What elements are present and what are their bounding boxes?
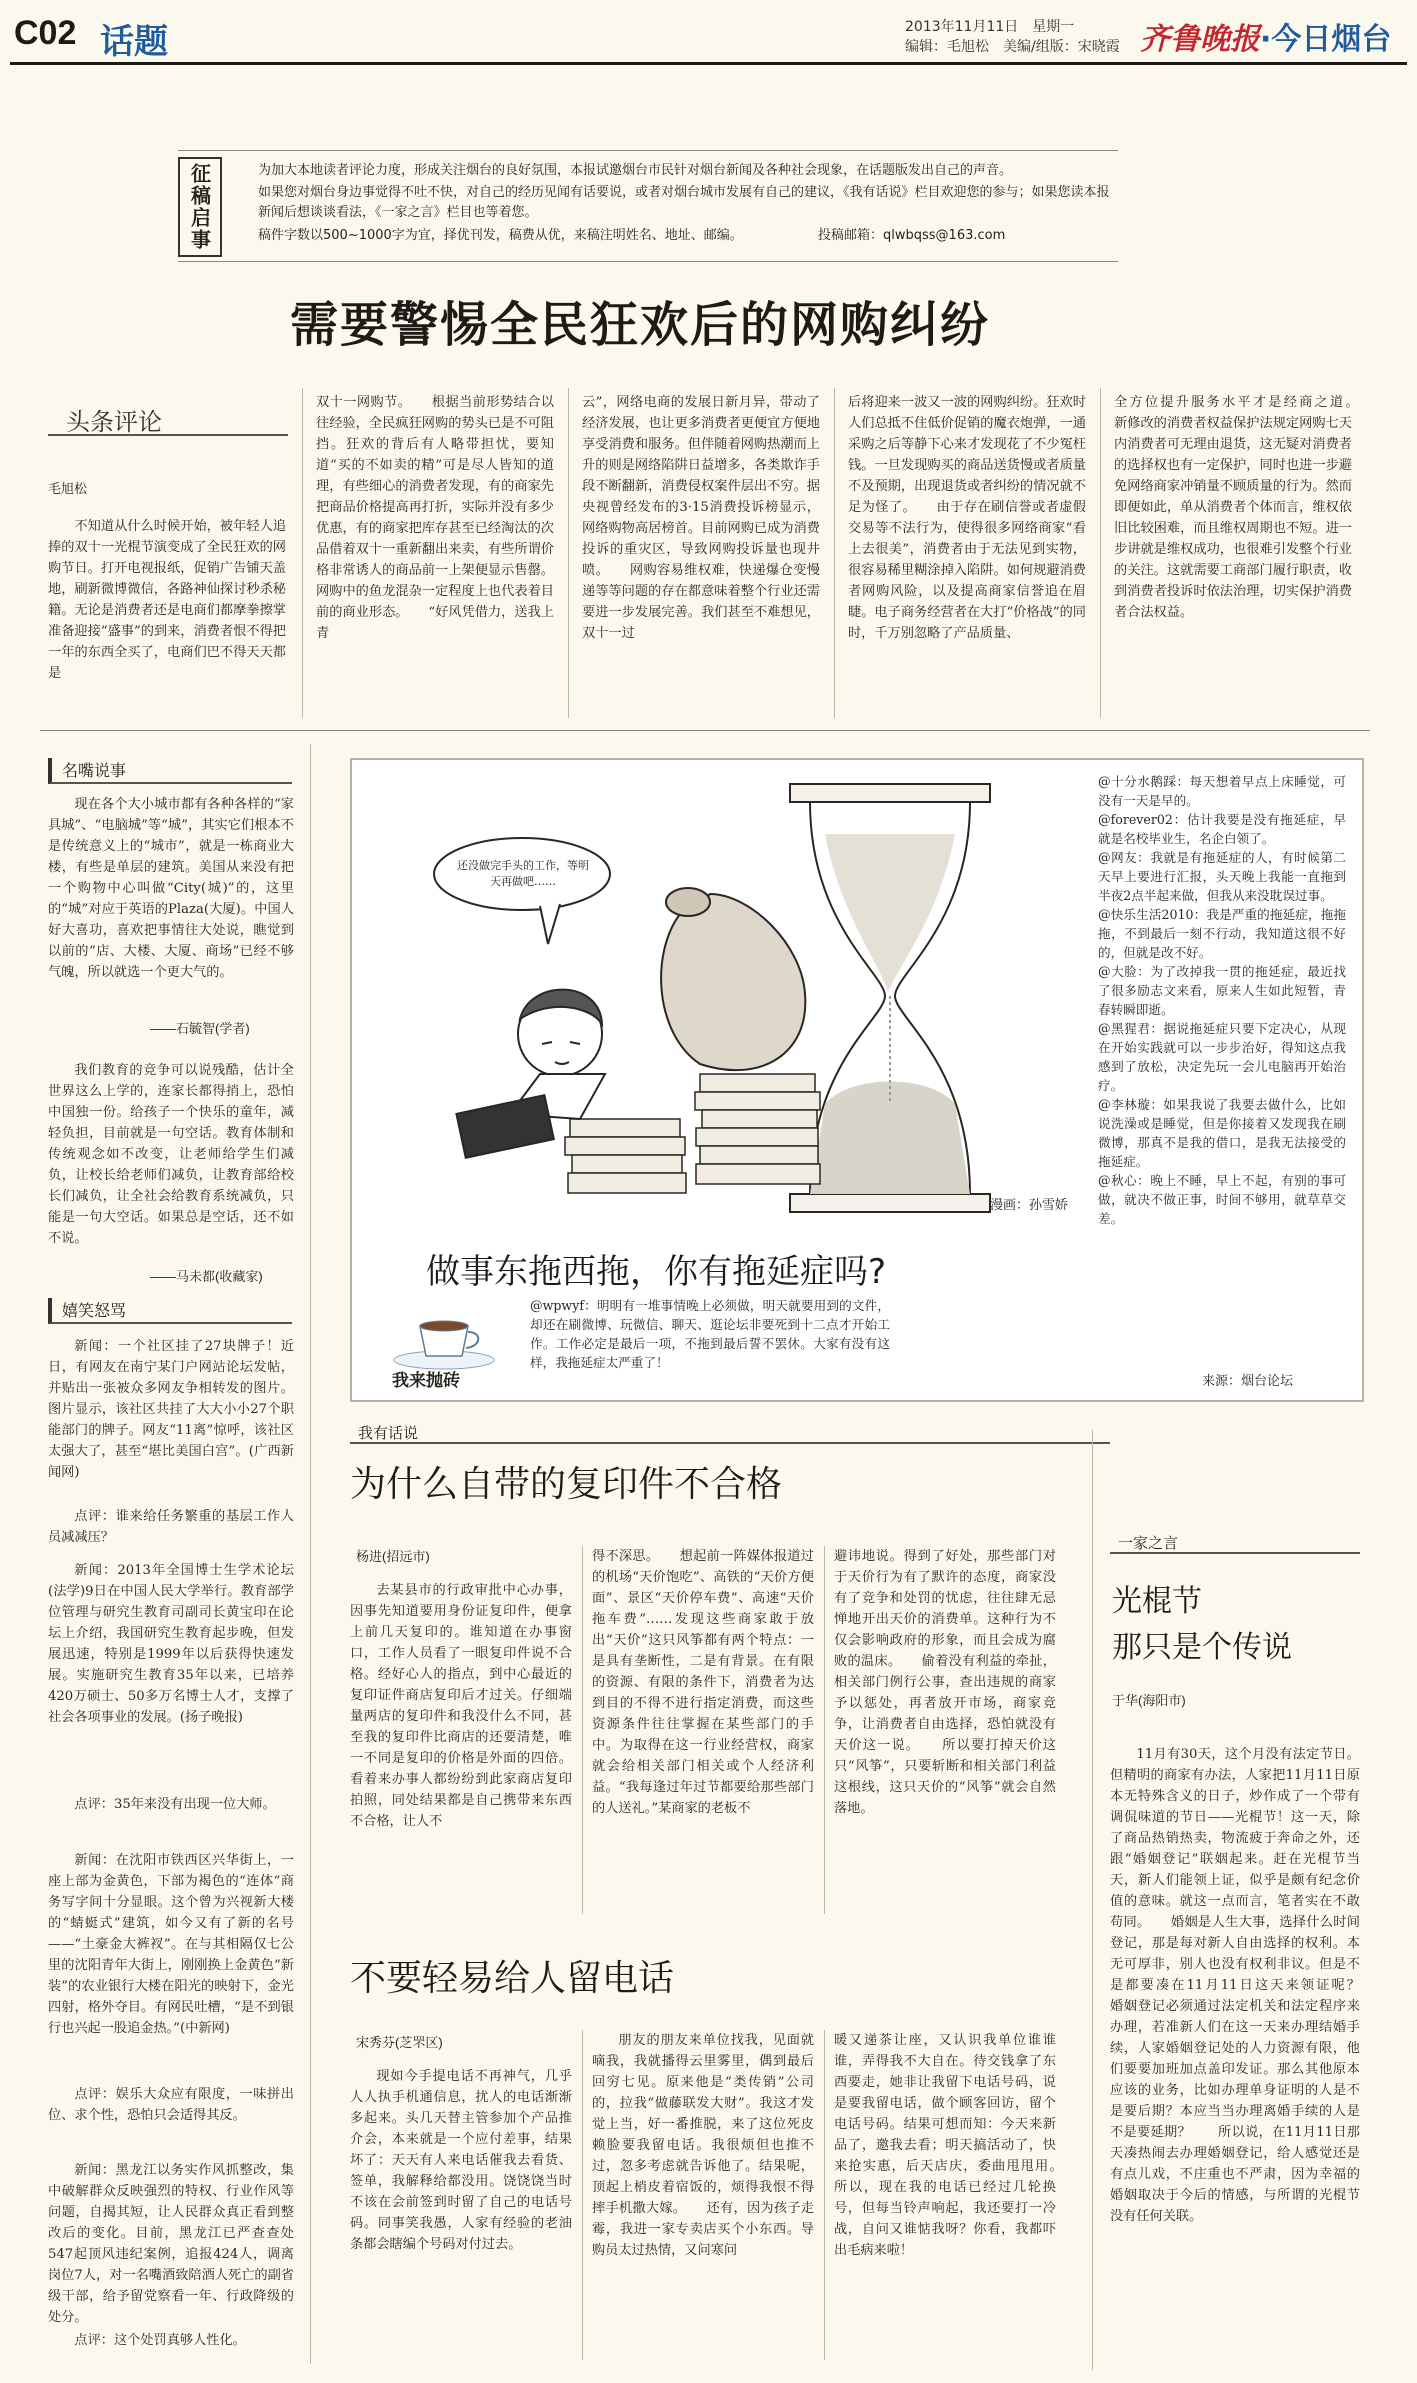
col-divider <box>310 744 311 2364</box>
col-divider <box>582 1546 583 1914</box>
article2-col3: 暖又递茶让座，又认识我单位谁谁谁，弄得我不大自在。待交钱拿了东西要走，她非让我留下电话号码，说是要我留电话，做个顾客回访，留个电话号码。结果可想而知：今天来新品了，邀我去看；明天搞活动了，快来抢实惠，后天店庆，委曲甩甩用。 所以，现在我的电话已经过几轮换号，但每当铃声响起，我还要打一冷战，自问又谁惦我呀？你看，我都吓出毛病来啦！ <box>834 2033 1083 2258</box>
jokes-news-2: 新闻：2013年全国博士生学术论坛(法学)9日在中国人民大学举行。教育部学位管理与研究生教育司副司长黄宝印在论坛上介绍，我国研究生教育起步晚，但发展迅速，特别是1999年以后获得快速发展。实施研究生教育35年以来，已培养420万硕士、50多万名博士人才，支撑了社会各项事业的发展。(扬子晚报) <box>48 1563 294 1725</box>
notice-email: 投稿邮箱：qlwbqss@163.com <box>818 228 1006 243</box>
brand-blue: ·今日烟台 <box>1260 22 1392 57</box>
lead-editorial-label-box <box>48 398 288 436</box>
jokes-comment-2: 点评：35年来没有出现一位大师。 <box>74 1797 276 1812</box>
speech-bubble-text: 还没做完手头的工作，等明天再做吧…… <box>457 859 589 888</box>
feature-comments: @十分水鹅踩：每天想着早点上床睡觉，可没有一天是早的。 @forever02：估计我要是没有拖延症，早就是名校毕业生，名企白领了。 @网友：我就是有拖延症的人，有时候第二天早上要进行汇报，头天晚上我能一直拖到半夜2点半起来做，但我从来没耽误过事。 @快乐生活2010：我是严重的拖延症，拖拖拖，不到最后一刻不行动，我知道这很不好的，但就是改不好。 @大脸：为了改掉我一贯的拖延症，最近找了很多励志文来看，原来人生如此短暂，青春转瞬即逝。 @黑猩君：据说拖延症只要下定决心，从现在开始实践就可以一步步治好，得知这点我感到了放松，决定先玩一会儿电脑再开始治疗。 @李林璇：如果我说了我要去做什么，比如说洗澡或是睡觉，但是你接着又发现我在刷微博，那真不是我的借口，是我无法接受的拖延症。 @秋心：晚上不睡，早上不起，有别的事可做，就决不做正事，时间不够用，就草草交差。 <box>1098 774 1346 1226</box>
famous-sayings-p2: 我们教育的竞争可以说残酷，估计全世界这么上学的，连家长都得捎上，恐怕中国独一份。给孩子一个快乐的童年，减轻负担，目前就是一句空话。教育体制和传统观念如不改变，让老师给学生们减负，让校长给老师们减负，让教育部给校长们减负，让全社会给教育系统减负，只能是一句大空话。如果总是空话，还不如不说。 <box>48 1063 294 1246</box>
col-divider <box>834 388 835 718</box>
feature-source: 来源：烟台论坛 <box>1202 1373 1294 1388</box>
feature-intro: @wpwyf：明明有一堆事情晚上必须做，明天就要用到的文件，却还在刷微博、玩微信、聊天、逛论坛非要死到十二点才开始工作。工作必定是最后一项，不拖到最后誓不罢休。大家有没有这样，我拖延症太严重了！ <box>530 1298 890 1370</box>
one-voice-title-b: 那只是个传说 <box>1112 1630 1292 1665</box>
date-line: 2013年11月11日 星期一 <box>905 19 1075 35</box>
article2-author: 宋秀芬(芝罘区) <box>356 2035 443 2050</box>
one-voice-label-box <box>1110 1532 1360 1554</box>
famous-sayings-p1-sig: ——石毓智(学者) <box>150 1021 250 1036</box>
article2-col2: 朋友的朋友来单位找我，见面就嘀我，我就播得云里雾里，偶到最后回穷七见。原来他是“类传销”公司的，拉我“做藤联发大财”。我这才发觉上当，好一番推脱，来了这位死皮赖脸要我留电话。我很烦但也推不过，忽多考虑就告诉他了。结果呢，顶起上梢皮着宿饭的，烦得我恨不得摔手机撒大嫁。 还有，因为孩子走霉，我进一家专卖店买个小东西。导购员太过热情，又问寒问 <box>592 2033 814 2258</box>
lead-editorial-label: 头条评论 <box>66 408 162 436</box>
article2-title: 不要轻易给人留电话 <box>350 1958 675 1999</box>
lead-editorial-col2: 双十一网购节。 根据当前形势结合以往经验，全民疯狂网购的势头已是不可阻挡。狂欢的背后有人略带担忧，要知道“买的不如卖的精”可是尽人皆知的道理，有些细心的消费者发现，有的商家先把商品价格提高再打折，实际并没有多少优惠，有的商家把库存甚至已经淘汰的次品借着双十一重新翻出来卖，有些所谓价格非常诱人的商品前一上架便显示售罄。网购中的鱼龙混杂一定程度上也代表着目前的商业形态。 “好风凭借力，送我上青 <box>316 395 554 641</box>
lead-editorial-col4: 后将迎来一波又一波的网购纠纷。狂欢时人们总抵不住低价促销的魔衣炮弹，一通采购之后等静下心来才发现花了不少冤枉钱。一旦发现购买的商品送货慢或者质量不及预期，出现退货或者纠纷的情况就不足为怪了。 由于存在刷信誉或者虚假交易等不法行为，使得很多网络商家“看上去很美”，消费者由于无法见到实物，很容易稀里糊涂掉入陷阱。如何规避消费者网购风险，以及提高商家信誉追在眉睫。电子商务经营者在大打“价格战”的同时，千万别忽略了产品质量、 <box>848 395 1086 641</box>
one-voice-label: 一家之言 <box>1118 1534 1179 1552</box>
section-rule <box>40 730 1370 731</box>
editors-line: 编辑：毛旭松 美编/组版：宋晓霞 <box>905 39 1120 55</box>
jokes-label: 嬉笑怒骂 <box>62 1301 127 1320</box>
article1-col3: 避讳地说。得到了好处，那些部门对于天价行为有了默许的态度，商家没有了竞争和处罚的忧虑，往往肆无忌惮地开出天价的消费单。这种行为不仅会影响政府的形象，而且会成为腐败的温床。 偷着没有利益的牵扯，相关部门例行公事，查出违规的商家予以惩处，再者放开市场，商家竞争，让消费者自由选择，恐怕就没有天价这一说。 所以要打掉天价这只“风筝”，只要斩断和相关部门利益这根线，这只天价的“风筝”就会自然落地。 <box>834 1549 1056 1816</box>
col-divider <box>1100 388 1101 718</box>
article1-title: 为什么自带的复印件不合格 <box>350 1464 783 1505</box>
cartoon-illustration <box>430 774 1090 1224</box>
header-rule <box>10 62 1407 65</box>
cartoon-svg <box>430 774 1090 1224</box>
page-header <box>0 0 1417 62</box>
i-speak-label-box <box>350 1422 1110 1444</box>
one-voice-author: 于华(海阳市) <box>1112 1693 1186 1708</box>
jokes-news-1: 新闻：一个社区挂了27块牌子！近日，有网友在南宁某门户网站论坛发帖，并贴出一张被众多网友争相转发的图片。图片显示，该社区共挂了大大小小27个职能部门的牌子。网友“11离”惊呼，该社区太强大了，甚至“堪比美国白宫”。(广西新闻网) <box>48 1339 294 1480</box>
col-divider <box>582 2030 583 2360</box>
one-voice-body: 11月有30天，这个月没有法定节日。但精明的商家有办法，人家把11月11日原本无特殊含义的日子，炒作成了一个带有调侃味道的节日——光棍节！这一天，除了商品热销热卖，物流疲于奔命之外，还跟“婚姻登记”联姻起来。赶在光棍节当天，新人们能领上证，似乎是颇有纪念价值的意味。就这一点而言，笔者实在不敢苟同。 婚姻是人生大事，选择什么时间登记，那是每对新人自由选择的权利。本无可厚非，别人也没有权利非议。但是不是都要凑在11月11日这天来领证呢？ 婚姻登记必须通过法定机关和法定程序来办理，若准新人们在这一天来办理结婚手续，人家婚姻登记处的人力资源有限，他们要要加班加点盖印发证。那么其他原本应该的业务，比如办理单身证明的人是不是要后期？本应当当办理离婚手续的人是不是要延期？ 所以说，在11月11日那天凑热闹去办理婚姻登记，给人感觉还是有点儿戏，不庄重也不严肃，因为幸福的婚姻取决于今后的情感，与所谓的光棍节没有任何关联。 <box>1110 1747 1387 2224</box>
brand-red: 齐鲁晚报 <box>1140 22 1260 57</box>
call-for-papers-box <box>178 150 1118 262</box>
jokes-label-box <box>48 1298 292 1324</box>
notice-line-1: 为加大本地读者评论力度，形成关注烟台的良好氛围，本报试邀烟台市民针对烟台新闻及各种社会现象，在话题版发出自己的声音。 <box>258 163 1013 178</box>
col-divider <box>302 388 303 718</box>
lead-editorial-author: 毛旭松 <box>48 481 88 496</box>
jokes-news-4: 新闻：黑龙江以务实作风抓整改，集中破解群众反映强烈的特权、行业作风等问题，自揭其短，让人民群众真正看到整改后的变化。目前，黑龙江已严查查处547起顶风违纪案例，追报424人，调离岗位7人，对一名嘴酒致陪酒人死亡的副省级干部，给予留党察看一年、行政降级的处分。 <box>48 2163 294 2325</box>
famous-sayings-p1: 现在各个大小城市都有各种各样的“家具城”、“电脑城”等“城”，其实它们根本不是传统意义上的“城市”，就是一栋商业大楼，有些是单层的建筑。美国从来没有把一个购物中心叫做“City(城)”的，这里的“城”对应于英语的Plaza(大厦)。中国人好大喜功，喜欢把事情往大处说，瞧觉到以前的“店、大楼、大厦、商场”已经不够气魄，所以就选一个更大气的。 <box>48 797 294 980</box>
call-for-papers-label: 征稿启事 <box>178 157 222 257</box>
famous-sayings-label: 名嘴说事 <box>62 761 127 780</box>
col-divider <box>568 388 569 718</box>
section-name: 话题 <box>100 22 168 62</box>
feature-title: 做事东拖西拖，你有拖延症吗? <box>426 1252 887 1292</box>
brand-logo <box>1140 14 1391 58</box>
col-divider <box>824 1546 825 1914</box>
lead-editorial-col5: 全方位提升服务水平才是经商之道。 新修改的消费者权益保护法规定网购七天内消费者可无理由退货，这无疑对消费者的选择权也有一定保护，同时也进一步避免网络商家冲销量不顾质量的行为。然而即便如此，单从消费者个体而言，维权依旧比较困难，而且维权周期也不短。进一步讲就是维权成功，也很难引发整个行业的关注。这就需要工商部门履行职责，收到消费者投诉时依法治理，切实保护消费者合法权益。 <box>1114 395 1379 620</box>
i-speak-label: 我有话说 <box>358 1424 419 1442</box>
page-code: C02 <box>14 14 77 52</box>
article2-col1: 现如今手提电话不再神气，几乎人人执手机通信息，扰人的电话渐渐多起来。头几天替主管参加个产品推介会，本来就是一个应付差事，结果坏了：天天有人来电话催我去看货、签单，我解释给都没用。饶饶饶当时不该在会前签到时留了自己的电话号码。同事笑我愚，人家有经验的老油条都会瞎编个号码对付过去。 <box>350 2069 572 2252</box>
col-divider <box>824 2030 825 2360</box>
feature-tag-label: 我来抛砖 <box>392 1371 460 1391</box>
famous-sayings-p2-sig: ——马未都(收藏家) <box>150 1269 263 1284</box>
one-voice-title-a: 光棍节 <box>1112 1584 1202 1619</box>
cartoon-caption: 漫画：孙雪娇 <box>990 1198 1069 1213</box>
article1-author: 杨进(招远市) <box>356 1549 430 1564</box>
feature-box <box>350 758 1364 1402</box>
jokes-comment-3: 点评：娱乐大众应有限度，一味拼出位、求个性，恐怕只会适得其反。 <box>48 2087 294 2123</box>
jokes-comment-1: 点评：谁来给任务繁重的基层工作人员减减压？ <box>48 1509 294 1545</box>
famous-sayings-label-box <box>48 758 292 784</box>
notice-line-3: 稿件字数以500~1000字为宜，择优刊发，稿费从优，来稿注明姓名、地址、邮编。 <box>258 228 743 243</box>
article1-col1: 去某县市的行政审批中心办事，因事先知道要用身份证复印件，便拿上前几天复印的。谁知道在办事窗口，工作人员看了一眼复印件说不合格。经好心人的指点，到中心最近的复印证件商店复印后才过关。仔细端量两店的复印件和我没什么不同，甚至我的复印件比商店的还要清楚，唯一不同是复印的价格是外面的四倍。看着来办事人都纷纷到此家商店复印拍照，同处结果都是自己携带来东西不合格，让人不 <box>350 1583 572 1829</box>
jokes-comment-4: 点评：这个处罚真够人性化。 <box>74 2333 246 2348</box>
article1-col2: 得不深思。 想起前一阵媒体报道过的机场“天价饱吃”、高铁的“天价方便面”、景区“天价停车费”、高速“天价拖车费”……发现这些商家敢于放出“天价”这只风筝都有两个特点：一是具有垄断性，二是有背景。在有限的资源、有限的条件下，消费者为达到目的不得不进行指定消费，而这些资源条件往往掌握在某些部门的手中。为取得在这一行业经营权，商家就会给相关部门相关或个人经济利益。“我每逢过年过节都要给那些部门的人送礼。”某商家的老板不 <box>592 1549 814 1816</box>
main-headline: 需要警惕全民狂欢后的网购纠纷 <box>290 297 991 353</box>
jokes-news-3: 新闻：在沈阳市铁西区兴华街上，一座上部为金黄色，下部为褐色的“连体”商务写字间十分显眼。这个曾为兴视新大楼的“蜻蜓式”建筑，如今又有了新的名号——“土豪金大裤衩”。在与其相隔仅七公里的沈阳青年大街上，刚刚换上金黄色“新装”的农业银行大楼在阳光的映射下，金光四射，格外夺目。有网民吐槽，“是不到银行也兴起一股追金热。”(中新网) <box>48 1853 294 2036</box>
lead-editorial-col1: 不知道从什么时候开始，被年轻人追捧的双十一光棍节演变成了全民狂欢的网购节日。打开电视报纸，促销广告铺天盖地，刷新微博微信，各路神仙探讨秒杀秘籍。无论是消费者还是电商们都摩拳擦掌准备迎接“盛事”的到来，消费者恨不得把一年的东西全买了，电商们巴不得天天都是 <box>48 519 286 681</box>
col-divider <box>1092 1430 1093 2370</box>
notice-line-2: 如果您对烟台身边事觉得不吐不快，对自己的经历见闻有话要说，或者对烟台城市发展有自己的建议，《我有话说》栏目欢迎您的参与；如果您读本报新闻后想谈谈看法，《一家之言》栏目也等着您。 <box>258 185 1110 220</box>
lead-editorial-col3: 云”，网络电商的发展日新月异，带动了经济发展，也让更多消费者更便宜方便地享受消费和服务。但伴随着网购热潮而上升的则是网络陷阱日益增多，各类欺诈手段不断翻新，消费侵权案件层出不穷。据央视曾经发布的3·15消费投诉榜显示，网络购物高居榜首。目前网购已成为消费投诉的重灾区，导致网购投诉量也现井喷。 网购容易维权难，快递爆仓变慢递等等问题的存在都意味着整个行业还需要进一步发展完善。我们甚至不难想见，双十一过 <box>582 395 820 641</box>
